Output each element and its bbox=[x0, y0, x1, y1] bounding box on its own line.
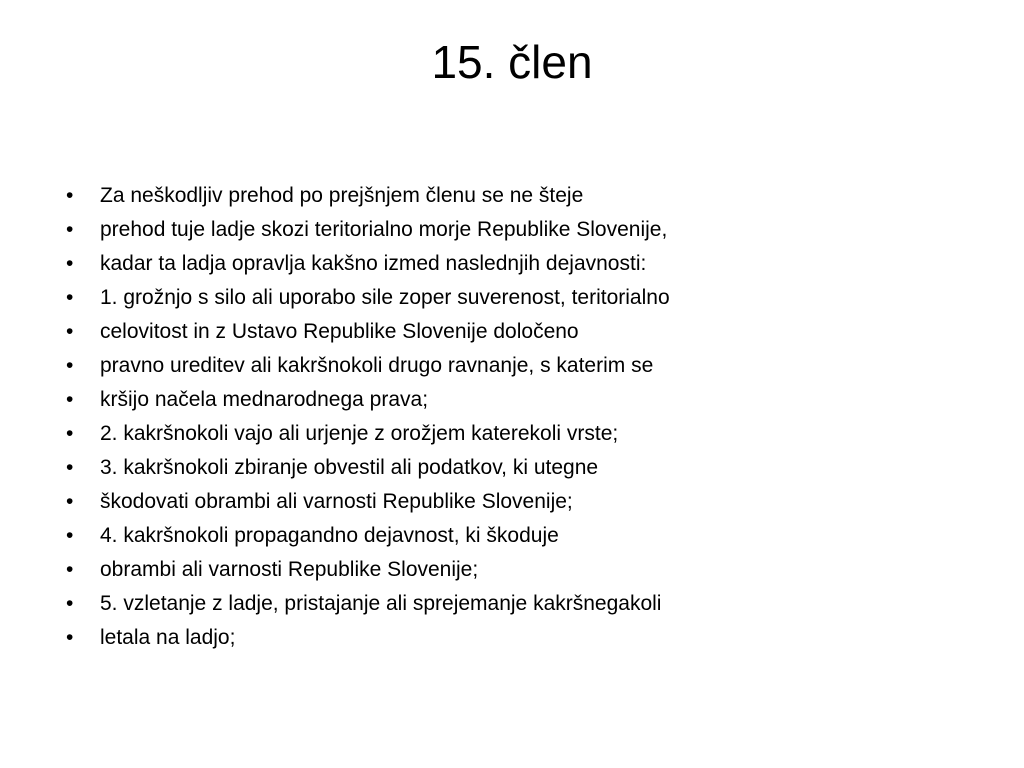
bullet-icon: • bbox=[66, 252, 74, 275]
bullet-text: pravno ureditev ali kakršnokoli drugo ravnanje, s katerim se bbox=[100, 354, 654, 377]
bullet-item bbox=[66, 281, 966, 315]
bullet-text: 5. vzletanje z ladje, pristajanje ali sprejemanje kakršnegakoli bbox=[100, 592, 662, 615]
bullet-item bbox=[66, 179, 966, 213]
bullet-item bbox=[66, 315, 966, 349]
bullet-icon: • bbox=[66, 626, 74, 649]
bullet-icon: • bbox=[66, 490, 74, 513]
bullet-icon: • bbox=[66, 354, 74, 377]
bullet-item bbox=[66, 621, 966, 655]
bullet-item bbox=[66, 417, 966, 451]
bullet-item bbox=[66, 349, 966, 383]
slide-title: 15. člen bbox=[431, 36, 593, 88]
bullet-item bbox=[66, 247, 966, 281]
bullet-text: 3. kakršnokoli zbiranje obvestil ali podatkov, ki utegne bbox=[100, 456, 599, 479]
bullet-icon: • bbox=[66, 524, 74, 547]
bullet-text: 2. kakršnokoli vajo ali urjenje z orožjem katerekoli vrste; bbox=[100, 422, 619, 445]
bullet-item bbox=[66, 485, 966, 519]
bullet-text: letala na ladjo; bbox=[100, 626, 236, 649]
bullet-list bbox=[66, 179, 966, 655]
bullet-icon: • bbox=[66, 592, 74, 615]
bullet-icon: • bbox=[66, 184, 74, 207]
bullet-icon: • bbox=[66, 320, 74, 343]
bullet-icon: • bbox=[66, 388, 74, 411]
bullet-text: 4. kakršnokoli propagandno dejavnost, ki škoduje bbox=[100, 524, 559, 547]
bullet-icon: • bbox=[66, 456, 74, 479]
bullet-icon: • bbox=[66, 558, 74, 581]
bullet-item bbox=[66, 383, 966, 417]
bullet-item bbox=[66, 451, 966, 485]
bullet-text: Za neškodljiv prehod po prejšnjem členu se ne šteje bbox=[100, 184, 584, 207]
bullet-text: škodovati obrambi ali varnosti Republike Slovenije; bbox=[100, 490, 573, 513]
bullet-text: kadar ta ladja opravlja kakšno izmed naslednjih dejavnosti: bbox=[100, 252, 647, 275]
bullet-text: celovitost in z Ustavo Republike Slovenije določeno bbox=[100, 320, 579, 343]
bullet-text: 1. grožnjo s silo ali uporabo sile zoper suverenost, teritorialno bbox=[100, 286, 670, 309]
bullet-item bbox=[66, 587, 966, 621]
bullet-item bbox=[66, 213, 966, 247]
bullet-text: prehod tuje ladje skozi teritorialno morje Republike Slovenije, bbox=[100, 218, 668, 241]
bullet-item bbox=[66, 519, 966, 553]
bullet-icon: • bbox=[66, 218, 74, 241]
bullet-icon: • bbox=[66, 286, 74, 309]
bullet-item bbox=[66, 553, 966, 587]
bullet-text: obrambi ali varnosti Republike Slovenije; bbox=[100, 558, 479, 581]
bullet-icon: • bbox=[66, 422, 74, 445]
bullet-text: kršijo načela mednarodnega prava; bbox=[100, 388, 429, 411]
